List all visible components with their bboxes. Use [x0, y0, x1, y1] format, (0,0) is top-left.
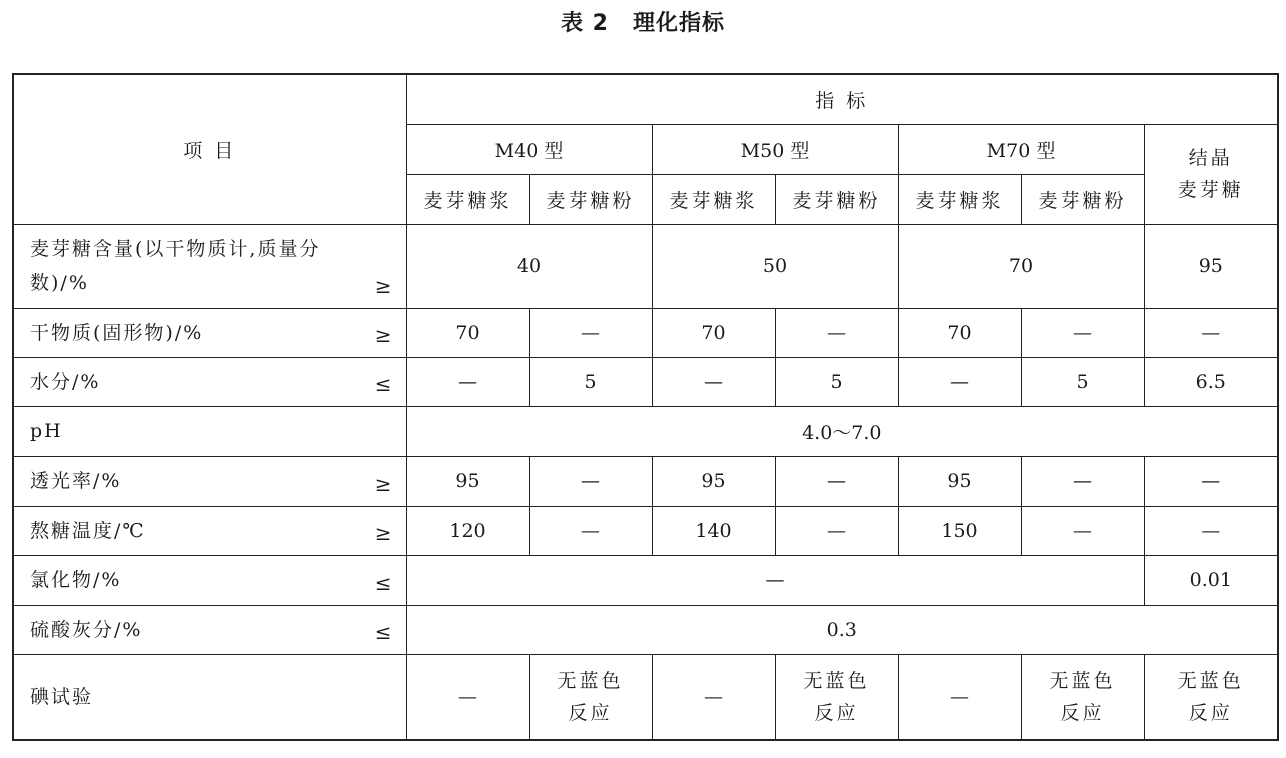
comparison-symbol: ≤ — [374, 570, 392, 595]
header-type-m40: M40 型 — [406, 124, 652, 174]
cell: — — [406, 357, 529, 406]
cell: — — [652, 654, 775, 740]
header-indicator: 指 标 — [406, 74, 1278, 124]
cell-crystal: 0.01 — [1144, 555, 1278, 605]
table-row — [13, 555, 1278, 605]
header-item: 项 目 — [13, 74, 406, 224]
cell: — — [898, 654, 1021, 740]
cell-reaction — [1144, 654, 1278, 740]
comparison-symbol: ≥ — [374, 520, 392, 545]
label-text: pH — [30, 420, 63, 442]
label-line1: 麦芽糖含量(以干物质计,质量分 — [30, 238, 321, 260]
reaction-line1: 无蓝色 — [1049, 669, 1116, 692]
cell: — — [406, 654, 529, 740]
row-label-moisture — [13, 357, 406, 406]
cell: 5 — [775, 357, 898, 406]
table-row — [13, 224, 1278, 308]
cell: 70 — [652, 308, 775, 357]
header-syrup-m50: 麦芽糖浆 — [652, 174, 775, 224]
table-row — [13, 506, 1278, 555]
header-type-m70: M70 型 — [898, 124, 1144, 174]
header-powder-m50: 麦芽糖粉 — [775, 174, 898, 224]
cell: — — [775, 456, 898, 506]
table-row — [13, 456, 1278, 506]
cell: — — [529, 456, 652, 506]
cell-crystal: 95 — [1144, 224, 1278, 308]
comparison-symbol: ≥ — [374, 322, 392, 347]
cell-m40: 40 — [406, 224, 652, 308]
table-row — [13, 308, 1278, 357]
cell-merged: — — [406, 555, 1144, 605]
label-text: 碘试验 — [30, 685, 94, 708]
row-label-chloride — [13, 555, 406, 605]
cell: — — [652, 357, 775, 406]
cell-reaction — [775, 654, 898, 740]
label-text: 硫酸灰分/% — [30, 618, 143, 641]
cell: 150 — [898, 506, 1021, 555]
table-row — [13, 605, 1278, 654]
cell: — — [1021, 308, 1144, 357]
comparison-symbol: ≤ — [374, 371, 392, 396]
table-row — [13, 654, 1278, 740]
cell: — — [1021, 506, 1144, 555]
header-crystal-line1: 结晶 — [1188, 147, 1233, 169]
row-label-ph — [13, 406, 406, 456]
row-label-dry-matter — [13, 308, 406, 357]
cell: 95 — [652, 456, 775, 506]
cell: — — [529, 506, 652, 555]
cell: 6.5 — [1144, 357, 1278, 406]
header-powder-m70: 麦芽糖粉 — [1021, 174, 1144, 224]
header-syrup-m40: 麦芽糖浆 — [406, 174, 529, 224]
reaction-line2: 反应 — [1188, 701, 1233, 724]
cell: 95 — [406, 456, 529, 506]
reaction-line1: 无蓝色 — [1177, 669, 1244, 692]
comparison-symbol: ≥ — [374, 273, 392, 298]
cell-m70: 70 — [898, 224, 1144, 308]
cell: 120 — [406, 506, 529, 555]
cell: — — [1144, 456, 1278, 506]
table-title: 理化指标 — [632, 11, 725, 36]
row-label-maltose-content — [13, 224, 406, 308]
row-label-sulfated-ash — [13, 605, 406, 654]
cell-reaction — [1021, 654, 1144, 740]
cell: 95 — [898, 456, 1021, 506]
reaction-line2: 反应 — [568, 701, 613, 724]
row-label-iodine-test — [13, 654, 406, 740]
cell: — — [1144, 506, 1278, 555]
cell: — — [1021, 456, 1144, 506]
cell-m50: 50 — [652, 224, 898, 308]
cell-ash-value: 0.3 — [406, 605, 1278, 654]
header-type-m50: M50 型 — [652, 124, 898, 174]
cell: 70 — [898, 308, 1021, 357]
row-label-transmittance — [13, 456, 406, 506]
cell: — — [1144, 308, 1278, 357]
reaction-line2: 反应 — [814, 701, 859, 724]
reaction-line2: 反应 — [1060, 701, 1105, 724]
table-row — [13, 357, 1278, 406]
label-text: 氯化物/% — [30, 569, 122, 591]
label-text: 熬糖温度/℃ — [30, 519, 146, 542]
row-label-boiling-temperature — [13, 506, 406, 555]
label-line2: 数)/% — [30, 272, 89, 294]
reaction-line1: 无蓝色 — [803, 669, 870, 692]
cell-ph-value: 4.0～7.0 — [406, 406, 1278, 456]
cell: 70 — [406, 308, 529, 357]
cell-reaction — [529, 654, 652, 740]
cell: — — [775, 506, 898, 555]
header-syrup-m70: 麦芽糖浆 — [898, 174, 1021, 224]
header-powder-m40: 麦芽糖粉 — [529, 174, 652, 224]
label-text: 干物质(固形物)/% — [30, 321, 204, 344]
physicochemical-table — [12, 73, 1279, 741]
cell: 140 — [652, 506, 775, 555]
table-caption — [0, 6, 1286, 42]
table-number: 表 2 — [561, 11, 609, 36]
comparison-symbol: ≤ — [374, 619, 392, 644]
cell: — — [529, 308, 652, 357]
header-crystal-line2: 麦芽糖 — [1177, 179, 1244, 201]
header-crystal — [1144, 124, 1278, 224]
table-row — [13, 406, 1278, 456]
cell: — — [898, 357, 1021, 406]
cell: 5 — [529, 357, 652, 406]
cell: — — [775, 308, 898, 357]
comparison-symbol: ≥ — [374, 471, 392, 496]
label-text: 透光率/% — [30, 470, 122, 492]
label-text: 水分/% — [30, 370, 101, 393]
cell: 5 — [1021, 357, 1144, 406]
reaction-line1: 无蓝色 — [557, 669, 624, 692]
